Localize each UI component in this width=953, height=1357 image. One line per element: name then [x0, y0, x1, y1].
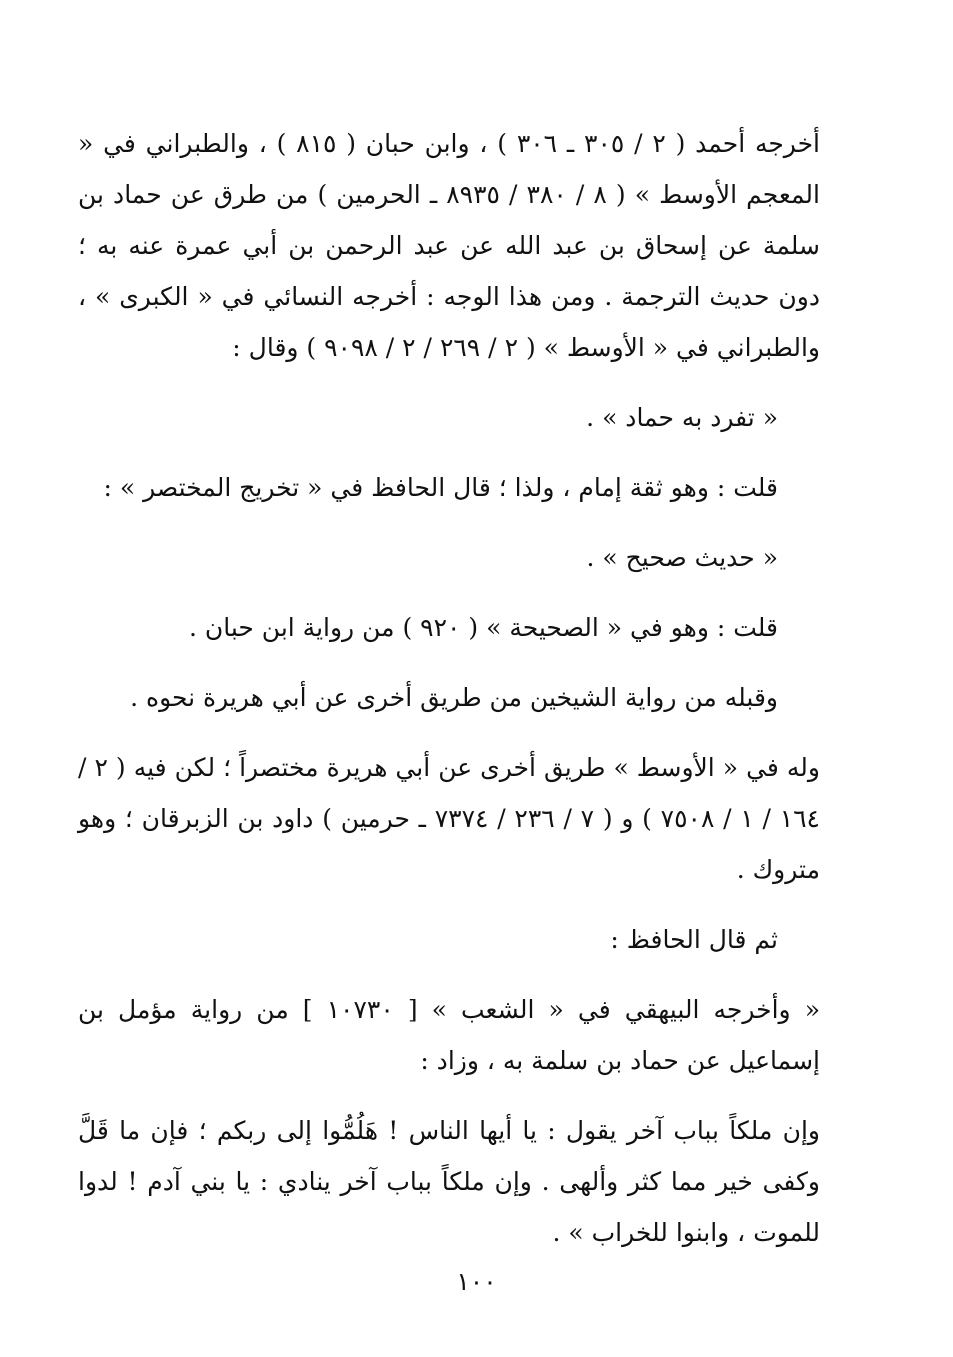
paragraph-qultu-thiqa: قلت : وهو ثقة إمام ، ولذا ؛ قال الحافظ في « تخريج المختصر » : [103, 473, 778, 502]
page-body [78, 118, 820, 1277]
paragraph-quote-tafarrud: « تفرد به حماد » . [586, 403, 778, 432]
paragraph-quote-sahih: « حديث صحيح » . [586, 543, 778, 572]
page-number: ١٠٠ [456, 1267, 497, 1296]
paragraph-thumma-qala: ثم قال الحافظ : [610, 925, 778, 954]
paragraph-malak-hadith: وإن ملكاً بباب آخر يقول : يا أيها الناس ! هَلُمُّوا إلى ربكم ؛ فإن ما قَلَّ وكفى خير مما كثر وألهى . وإن ملكاً بباب آخر ينادي : يا بني آدم ! لدوا للموت ، وابنوا للخراب » . [78, 1116, 820, 1247]
paragraph-awsat-tariq: وله في « الأوسط » طريق أخرى عن أبي هريرة مختصراً ؛ لكن فيه ( ٢ / ١٦٤ / ١ / ٧٥٠٨ ) و ( ٧ / ٢٣٦ / ٧٣٧٤ ـ حرمين ) داود بن الزبرقان ؛ وهو متروك . [78, 753, 820, 884]
paragraph-bayhaqi: « وأخرجه البيهقي في « الشعب » [ ١٠٧٣٠ ] من رواية مؤمل بن إسماعيل عن حماد بن سلمة به ، وزاد : [78, 995, 820, 1075]
paragraph-qultu-sahiha: قلت : وهو في « الصحيحة » ( ٩٢٠ ) من رواية ابن حبان . [188, 613, 778, 642]
paragraph-takhrij: أخرجه أحمد ( ٢ / ٣٠٥ ـ ٣٠٦ ) ، وابن حبان ( ٨١٥ ) ، والطبراني في « المعجم الأوسط » ( ٨ / ٣٨٠ / ٨٩٣٥ ـ الحرمين ) من طرق عن حماد بن سلمة عن إسحاق بن عبد الله عن عبد الرحمن بن أبي عمرة عنه به ؛ دون حديث الترجمة . ومن هذا الوجه : أخرجه النسائي في « الكبرى » ، والطبراني في « الأوسط » ( ٢ / ٢٦٩ / ٢ / ٩٠٩٨ ) وقال : [78, 129, 820, 362]
paragraph-qablahu: وقبله من رواية الشيخين من طريق أخرى عن أبي هريرة نحوه . [130, 683, 778, 712]
